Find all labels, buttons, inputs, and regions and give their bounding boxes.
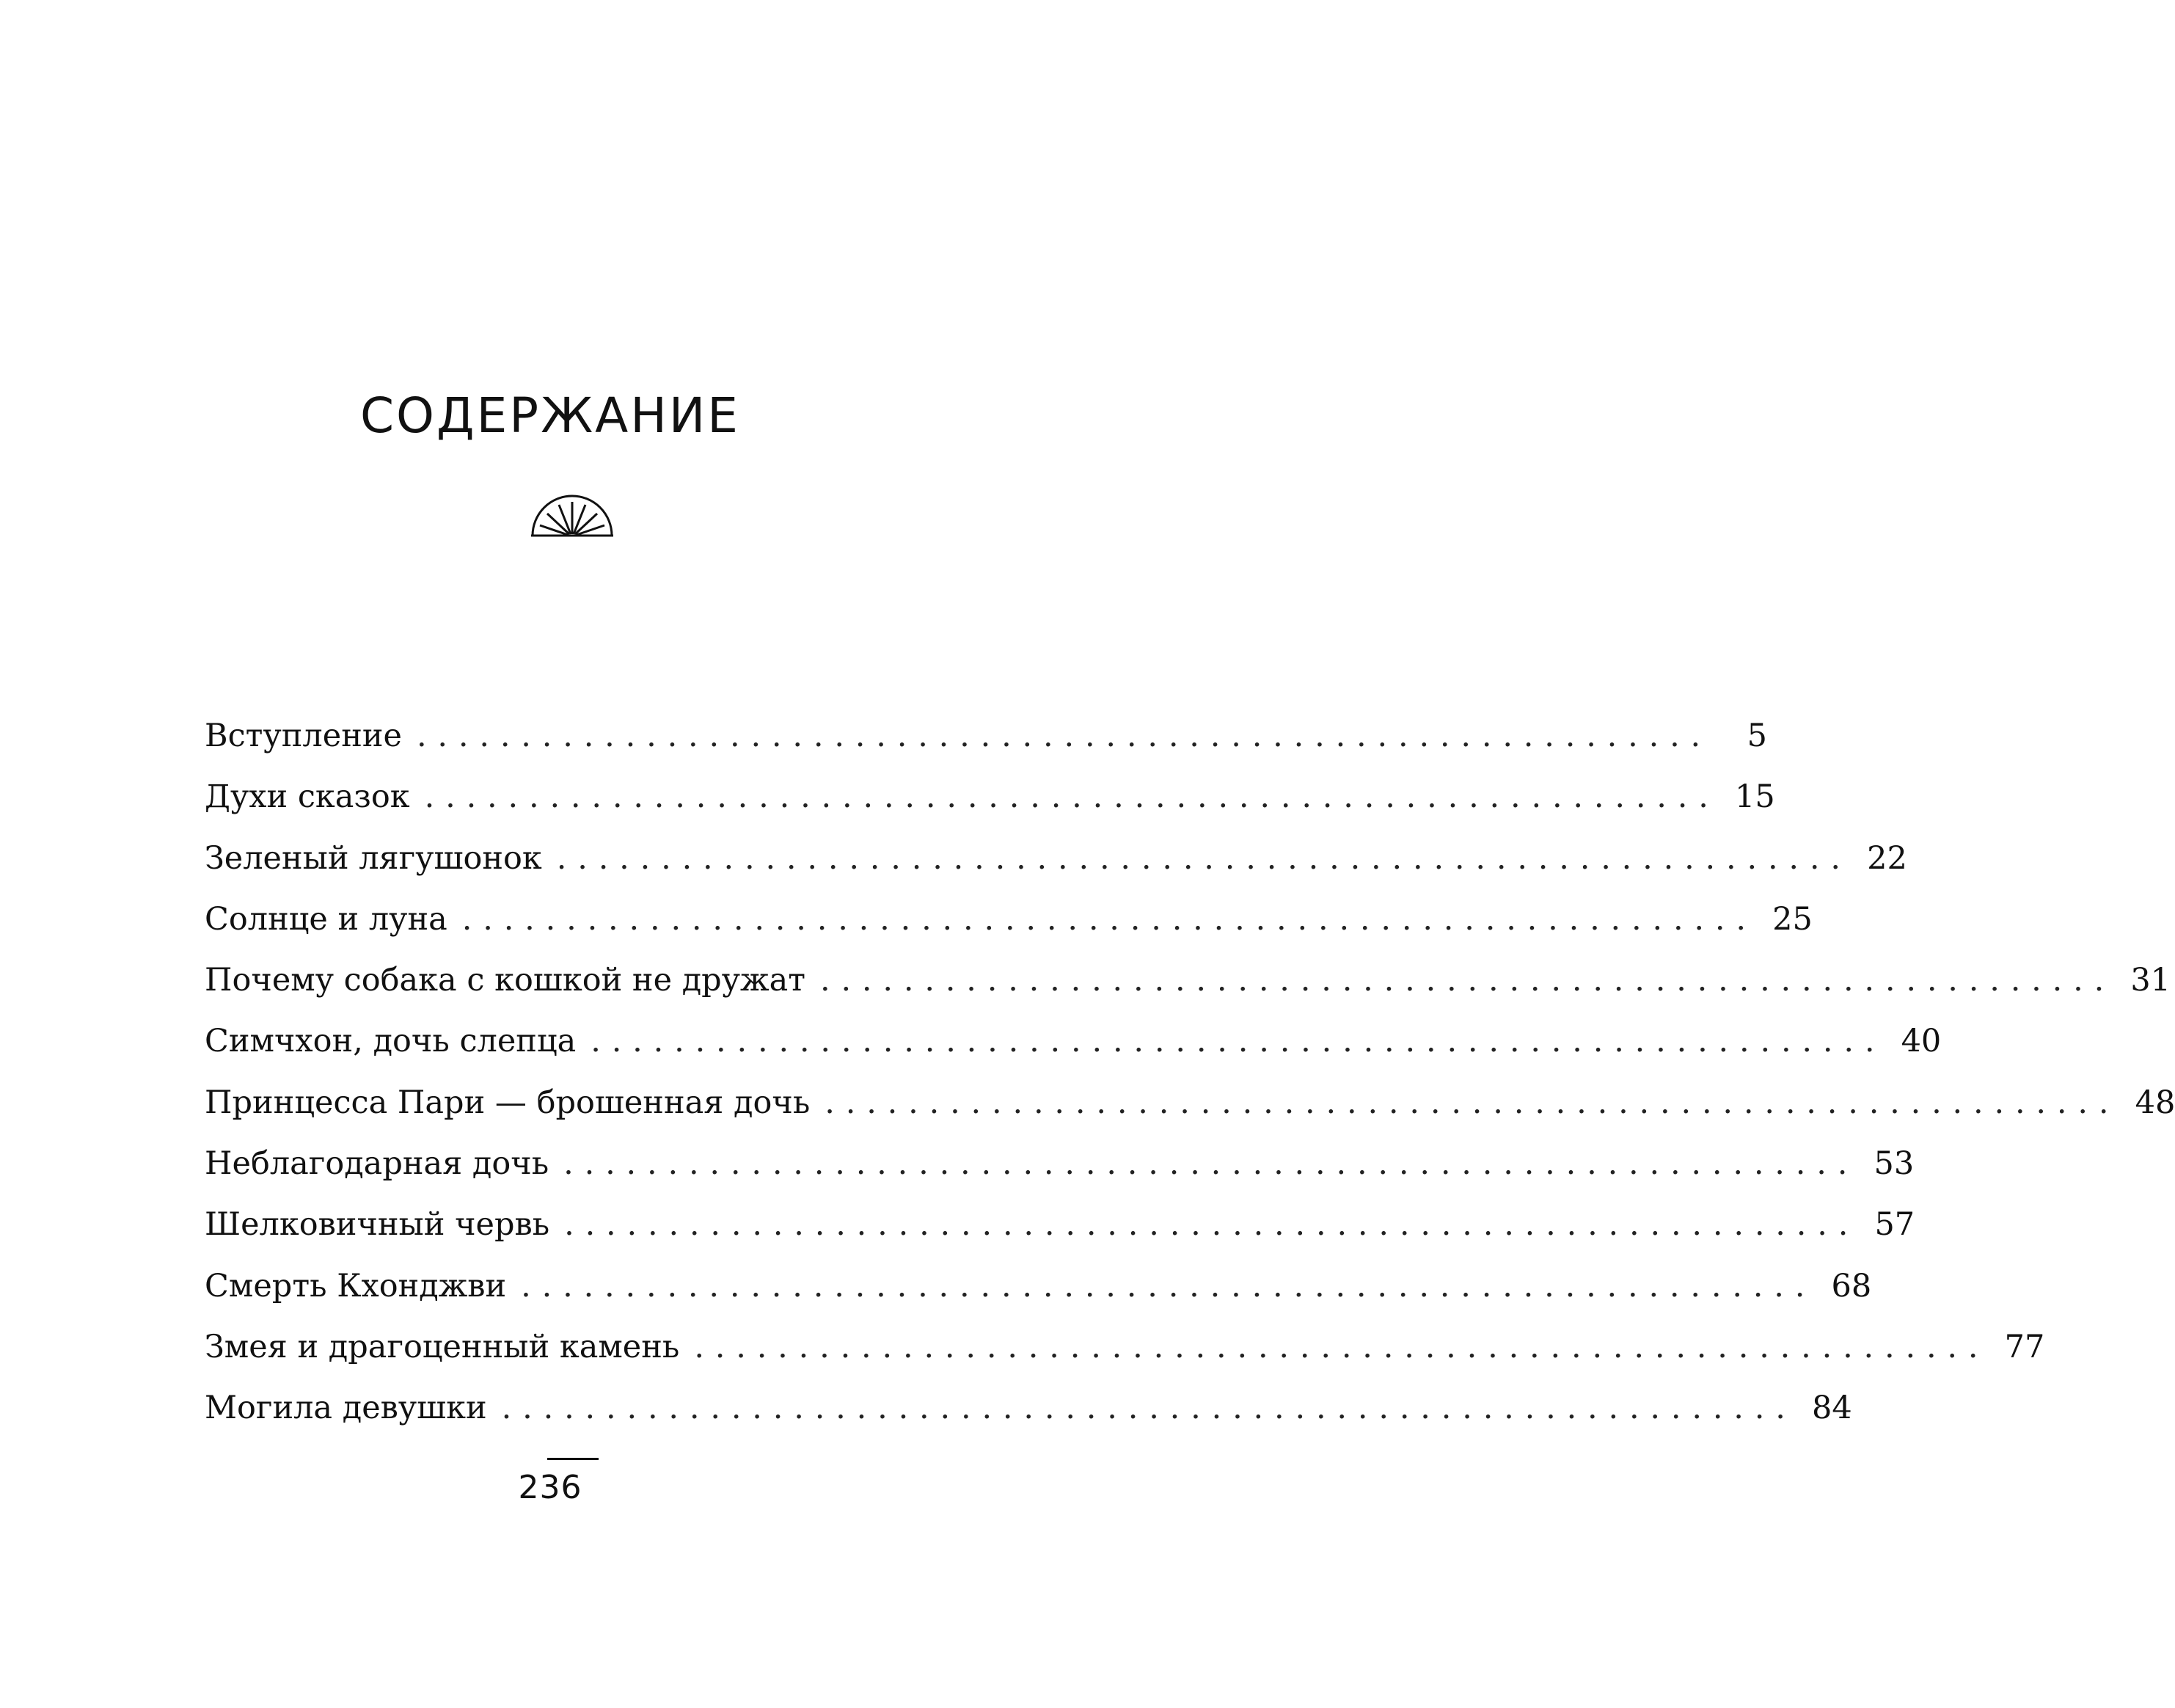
toc-entry-title: Духи сказок: [205, 778, 410, 816]
toc-leader-dots: ..............................................................: [591, 1023, 1886, 1060]
toc-entry[interactable]: [205, 710, 1768, 771]
toc-leader-dots: ..............................................................: [825, 1084, 2120, 1121]
toc-leader-dots: ..............................................................: [501, 1390, 1796, 1427]
toc-leader-dots: ..............................................................: [521, 1267, 1816, 1304]
toc-entry-title: Солнце и луна: [205, 900, 447, 938]
toc-entry[interactable]: [205, 894, 1813, 955]
toc-entry-page: 84: [1812, 1390, 1852, 1427]
toc-entry-title: Симчхон, дочь слепца: [205, 1023, 577, 1060]
toc-entry-page: 40: [1901, 1023, 1942, 1060]
toc-entry-page: 22: [1867, 839, 1907, 877]
toc-entry-page: 68: [1831, 1267, 1872, 1304]
toc-entry[interactable]: [205, 1077, 2175, 1138]
toc-entry[interactable]: [205, 833, 1907, 894]
toc-entry-page: 15: [1734, 778, 1775, 816]
toc-entry[interactable]: [205, 955, 2171, 1015]
toc-leader-dots: ..............................................................: [461, 900, 1757, 938]
toc-leader-dots: ..............................................................: [416, 718, 1712, 754]
toc-entry-title: Смерть Кхонджви: [205, 1267, 507, 1304]
toc-entry-page: 48: [2135, 1084, 2175, 1121]
toc-entry[interactable]: [205, 1199, 1915, 1260]
toc-entry-title: Принцесса Пари — брошенная дочь: [205, 1084, 811, 1121]
toc-entry[interactable]: [205, 1382, 1852, 1443]
toc-entry-title: Почему собака с кошкой не дружат: [205, 962, 805, 999]
toc-entry[interactable]: [205, 1321, 2045, 1382]
toc-entry-page: 57: [1874, 1206, 1915, 1244]
toc-leader-dots: ..............................................................: [820, 962, 2116, 999]
toc-entry-title: Могила девушки: [205, 1390, 487, 1427]
toc-leader-dots: ..............................................................: [694, 1328, 1989, 1365]
toc-entry-page: 5: [1747, 718, 1768, 754]
toc-entry-title: Зеленый лягушонок: [205, 839, 542, 877]
toc-leader-dots: ..............................................................: [563, 1145, 1859, 1183]
toc-entry-page: 53: [1874, 1145, 1915, 1183]
toc-entry[interactable]: [205, 1260, 1872, 1321]
half-sun-ornament-icon: [530, 493, 615, 539]
toc-entry[interactable]: [205, 1138, 1915, 1199]
page-title: СОДЕРЖАНИЕ: [359, 387, 741, 444]
toc-leader-dots: ..............................................................: [564, 1206, 1860, 1244]
toc-entry-title: Вступление: [205, 718, 402, 754]
toc-entry[interactable]: [205, 1015, 1942, 1076]
table-of-contents: [205, 710, 2175, 1444]
toc-entry-title: Шелковичный червь: [205, 1206, 550, 1244]
toc-leader-dots: ..............................................................: [556, 839, 1852, 877]
page-number-rule: [547, 1458, 599, 1460]
toc-entry[interactable]: [205, 771, 1775, 832]
page-number: 236: [518, 1469, 582, 1506]
toc-entry-page: 25: [1772, 900, 1813, 938]
toc-entry-title: Неблагодарная дочь: [205, 1145, 549, 1183]
toc-leader-dots: ..............................................................: [424, 778, 1719, 816]
toc-entry-page: 31: [2130, 962, 2171, 999]
toc-entry-page: 77: [2004, 1328, 2045, 1365]
toc-entry-title: Змея и драгоценный камень: [205, 1328, 680, 1365]
